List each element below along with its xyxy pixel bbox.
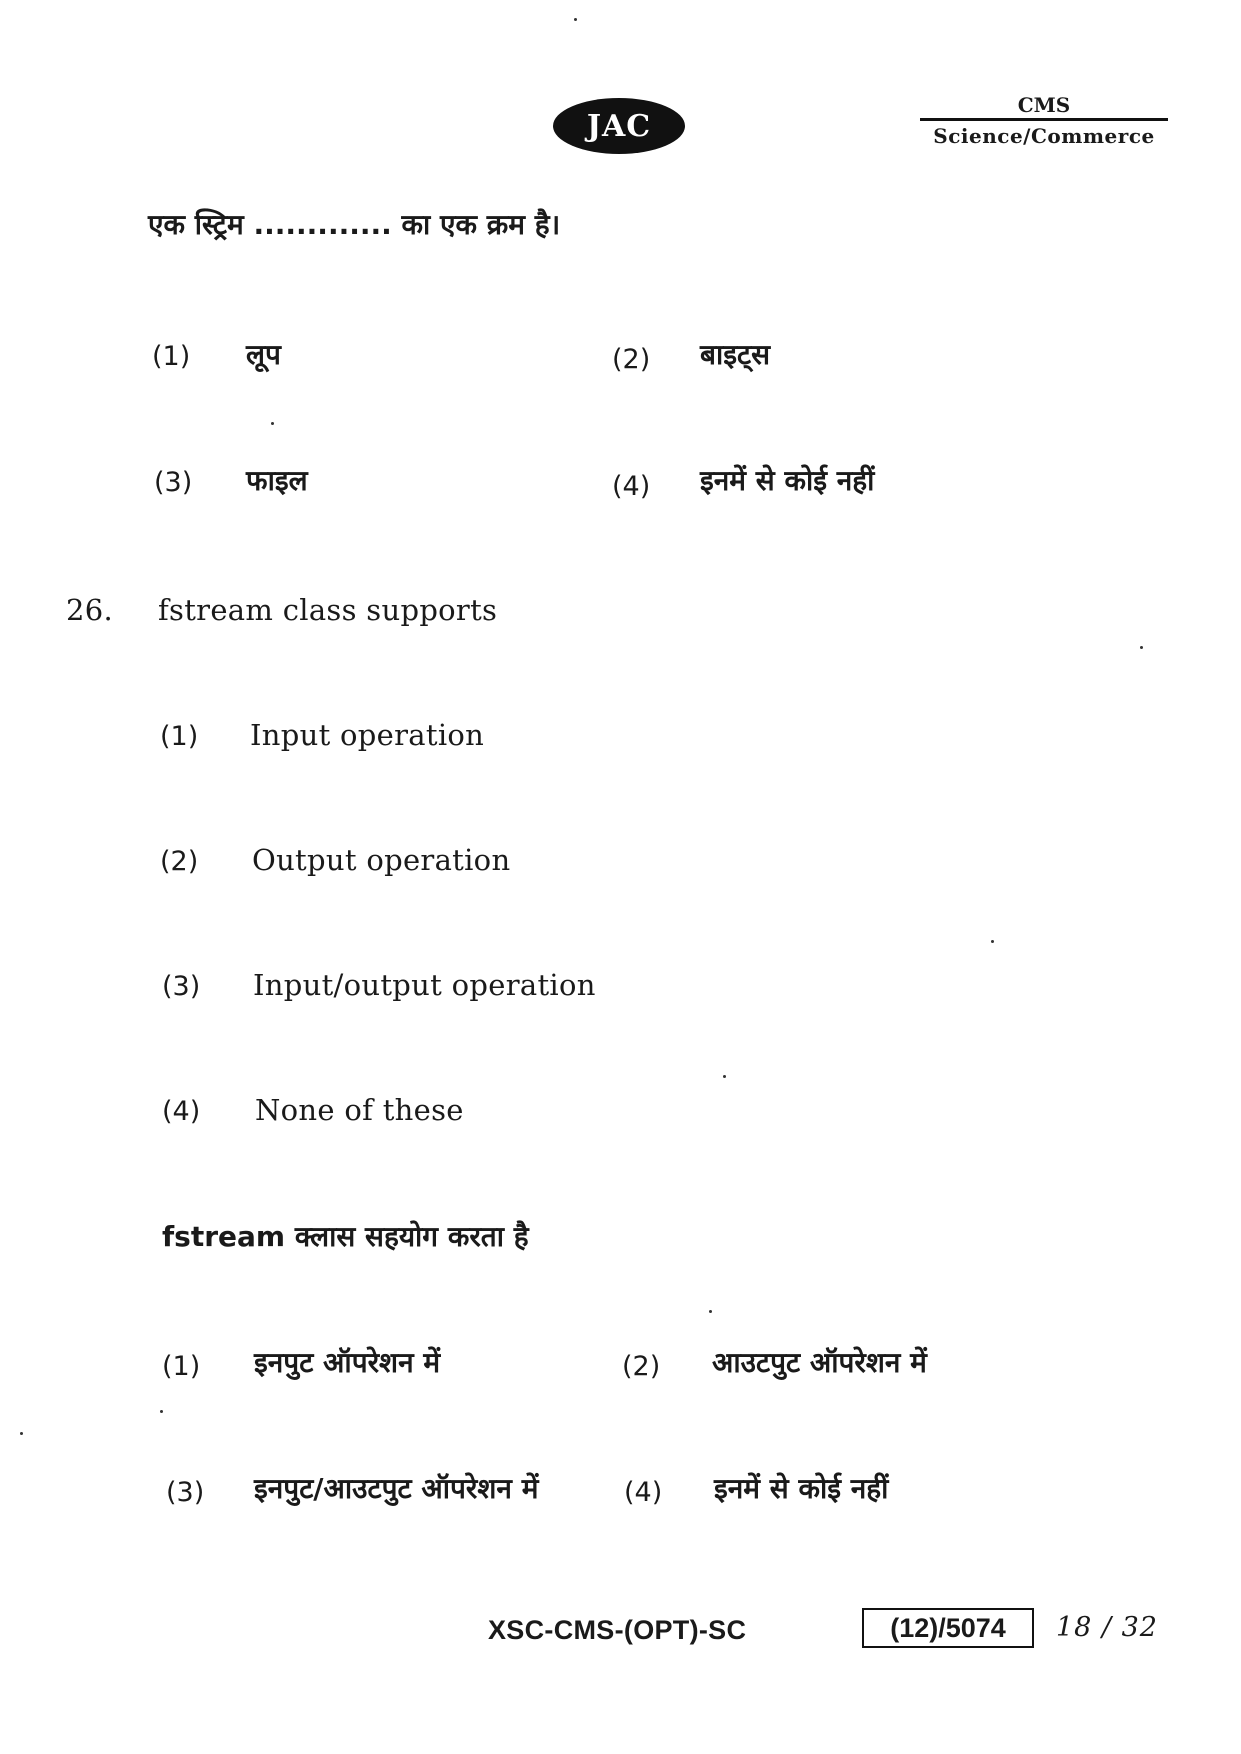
scan-speck — [20, 1432, 23, 1435]
scan-speck — [1140, 646, 1143, 649]
option-text: Input/output operation — [253, 968, 596, 1002]
question-stem-hindi: fstream क्लास सहयोग करता है — [162, 1220, 529, 1253]
option-number: (3) — [162, 971, 201, 1002]
subject-code: CMS — [1017, 93, 1071, 117]
option-number: (3) — [166, 1477, 205, 1508]
logo-text: JAC — [586, 108, 652, 144]
option-number: (2) — [160, 846, 199, 877]
option-number: (1) — [162, 1351, 201, 1382]
option-number: (4) — [624, 1477, 663, 1508]
option-number: (2) — [622, 1351, 661, 1382]
option-text: लूप — [246, 338, 281, 371]
subject-divider — [920, 118, 1168, 121]
scan-speck — [709, 1310, 712, 1313]
option-text: इनमें से कोई नहीं — [714, 1472, 889, 1505]
option-number: (2) — [612, 344, 651, 375]
page-number: 18 / 32 — [1056, 1612, 1158, 1643]
option-text: Output operation — [252, 843, 511, 877]
option-text: इनमें से कोई नहीं — [700, 464, 875, 497]
option-text: आउटपुट ऑपरेशन में — [712, 1346, 927, 1379]
option-number: (3) — [154, 467, 193, 498]
option-text: इनपुट/आउटपुट ऑपरेशन में — [254, 1472, 539, 1505]
subject-stream: Science/Commerce — [933, 124, 1155, 148]
question-stem-hindi: एक स्ट्रिम ............. का एक क्रम है। — [148, 208, 561, 241]
paper-code: XSC-CMS-(OPT)-SC — [488, 1615, 747, 1645]
subject-header — [920, 93, 1168, 148]
option-number: (1) — [152, 341, 191, 372]
set-code: (12)/5074 — [890, 1612, 1006, 1643]
question-number: 26. — [66, 593, 114, 627]
scan-speck — [574, 18, 577, 21]
option-text: Input operation — [250, 718, 485, 752]
scan-speck — [991, 940, 994, 943]
set-code-box — [862, 1608, 1034, 1648]
option-number: (1) — [160, 721, 199, 752]
scan-speck — [160, 1410, 163, 1413]
option-number: (4) — [162, 1096, 201, 1127]
jac-logo — [553, 98, 685, 154]
scan-speck — [723, 1075, 726, 1078]
option-text: फाइल — [246, 464, 308, 497]
scan-speck — [271, 422, 274, 425]
option-text: इनपुट ऑपरेशन में — [254, 1346, 441, 1379]
option-number: (4) — [612, 471, 651, 502]
question-stem: fstream class supports — [158, 593, 498, 627]
option-text: बाइट्स — [700, 338, 771, 371]
option-text: None of these — [255, 1093, 464, 1127]
